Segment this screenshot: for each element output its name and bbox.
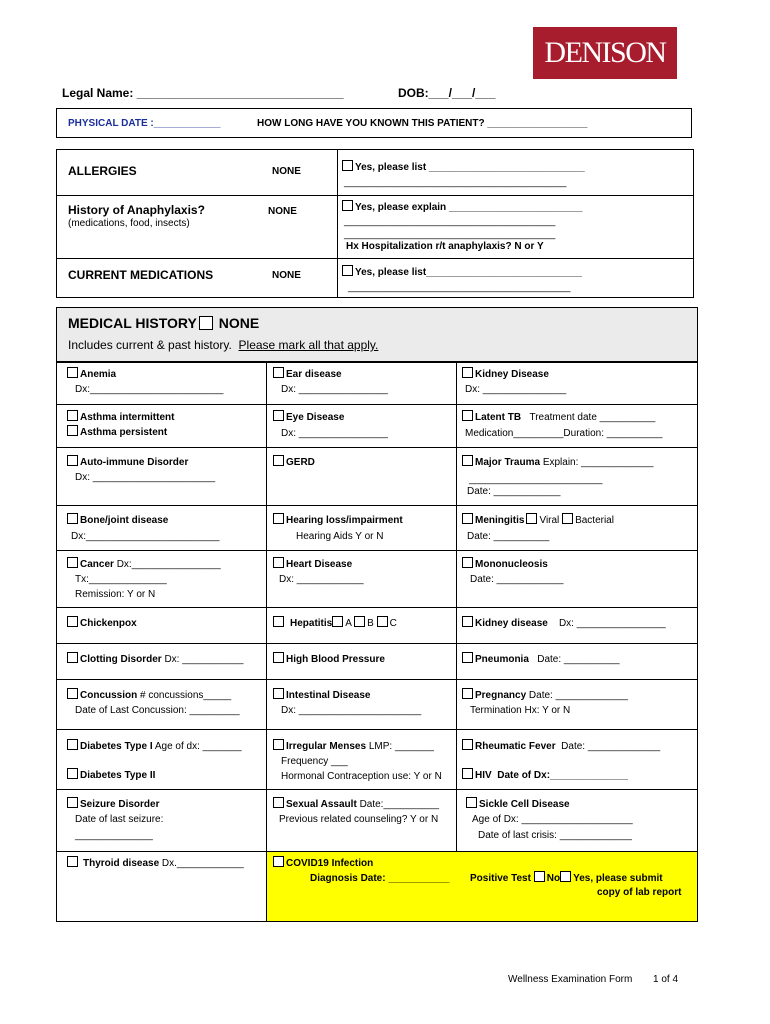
- chickenpox-checkbox[interactable]: Chickenpox: [67, 616, 137, 631]
- hearing-loss-checkbox[interactable]: Hearing loss/impairment: [273, 513, 403, 528]
- checkbox[interactable]: [67, 856, 78, 867]
- anaphylaxis-yes-option[interactable]: Yes, please explain ________________________: [342, 200, 582, 215]
- hiv-checkbox[interactable]: HIV Date of Dx:______________: [462, 768, 628, 783]
- allergies-yes-option[interactable]: Yes, please list ____________________________: [342, 160, 585, 175]
- checkbox[interactable]: [466, 797, 477, 808]
- checkbox[interactable]: [462, 455, 473, 466]
- diabetes-type1-checkbox[interactable]: Diabetes Type I Age of dx: _______: [67, 739, 242, 754]
- checkbox[interactable]: [67, 616, 78, 627]
- anaphylaxis-none-option[interactable]: NONE: [268, 206, 297, 217]
- checkbox[interactable]: [273, 797, 284, 808]
- thyroid-disease-checkbox[interactable]: Thyroid disease Dx.____________: [67, 856, 244, 871]
- checkbox[interactable]: [67, 739, 78, 750]
- covid-yes-checkbox[interactable]: [560, 871, 571, 882]
- pregnancy-checkbox[interactable]: Pregnancy Date: _____________: [462, 688, 628, 703]
- checkbox[interactable]: [273, 367, 284, 378]
- divider: [56, 505, 698, 506]
- tb-medication-field[interactable]: Medication_________Duration: __________: [465, 428, 663, 439]
- checkbox[interactable]: [67, 410, 78, 421]
- rheumatic-fever-checkbox[interactable]: Rheumatic Fever Date: _____________: [462, 739, 660, 754]
- divider: [56, 679, 698, 680]
- dob-field[interactable]: DOB:___/___/___: [398, 86, 496, 100]
- kidney-disease-2-checkbox[interactable]: Kidney disease Dx: ________________: [462, 616, 666, 631]
- seizure-disorder-checkbox[interactable]: Seizure Disorder: [67, 797, 159, 812]
- checkbox[interactable]: [273, 513, 284, 524]
- anaphylaxis-hospitalization[interactable]: Hx Hospitalization r/t anaphylaxis? N or Y: [346, 241, 544, 252]
- autoimmune-dx-field[interactable]: Dx: ______________________: [75, 472, 216, 483]
- sickle-cell-checkbox[interactable]: Sickle Cell Disease: [466, 797, 570, 812]
- denison-logo: DENISON: [533, 27, 677, 79]
- eye-dx-field[interactable]: Dx: ________________: [281, 428, 388, 439]
- anaphylaxis-subtext: (medications, food, insects): [68, 218, 190, 229]
- covid-no-checkbox[interactable]: [534, 871, 545, 882]
- checkbox[interactable]: [273, 455, 284, 466]
- checkbox[interactable]: [67, 455, 78, 466]
- checkbox[interactable]: [67, 768, 78, 779]
- allergies-list-line[interactable]: ________________________________________: [344, 177, 567, 188]
- legal-name-field[interactable]: Legal Name: _______________________________: [62, 86, 344, 100]
- latent-tb-checkbox[interactable]: Latent TB Treatment date __________: [462, 410, 655, 425]
- checkbox[interactable]: [273, 739, 284, 750]
- assault-counseling-field[interactable]: Previous related counseling? Y or N: [279, 814, 439, 825]
- divider: [56, 447, 698, 448]
- heart-disease-checkbox[interactable]: Heart Disease: [273, 557, 352, 572]
- checkbox[interactable]: [462, 616, 473, 627]
- checkbox[interactable]: [462, 557, 473, 568]
- checkbox[interactable]: [273, 616, 284, 627]
- anaphylaxis-label: History of Anaphylaxis?: [68, 203, 205, 217]
- divider: [56, 195, 694, 196]
- major-trauma-checkbox[interactable]: Major Trauma Explain: _____________: [462, 455, 653, 470]
- covid-lab-report-note: copy of lab report: [597, 887, 682, 898]
- divider: [56, 258, 694, 259]
- hepatitis-b-checkbox[interactable]: [354, 616, 365, 627]
- bacterial-checkbox[interactable]: [562, 513, 573, 524]
- anaphylaxis-line[interactable]: ______________________________________: [344, 216, 556, 227]
- divider: [56, 404, 698, 405]
- checkbox[interactable]: [342, 265, 353, 276]
- meningitis-checkbox[interactable]: Meningitis Viral Bacterial: [462, 513, 614, 528]
- heart-dx-field[interactable]: Dx: ____________: [279, 574, 364, 585]
- cancer-tx-field[interactable]: Tx:______________: [75, 574, 167, 585]
- mono-date-field[interactable]: Date: ____________: [470, 574, 564, 585]
- anemia-dx-field[interactable]: Dx:________________________: [75, 384, 224, 395]
- checkbox[interactable]: [462, 768, 473, 779]
- pneumonia-checkbox[interactable]: Pneumonia Date: __________: [462, 652, 620, 667]
- meningitis-date-field[interactable]: Date: __________: [467, 531, 550, 542]
- autoimmune-checkbox[interactable]: Auto-immune Disorder: [67, 455, 188, 470]
- bone-dx-field[interactable]: Dx:________________________: [71, 531, 220, 542]
- eye-disease-checkbox[interactable]: Eye Disease: [273, 410, 344, 425]
- kidney-disease-checkbox[interactable]: Kidney Disease: [462, 367, 549, 382]
- viral-checkbox[interactable]: [526, 513, 537, 524]
- checkbox[interactable]: [273, 688, 284, 699]
- kidney-dx-field[interactable]: Dx: _______________: [465, 384, 567, 395]
- contraception-field[interactable]: Hormonal Contraception use: Y or N: [281, 771, 442, 782]
- sickle-crisis-field[interactable]: Date of last crisis: _____________: [478, 830, 632, 841]
- diabetes-type2-checkbox[interactable]: Diabetes Type II: [67, 768, 155, 783]
- asthma-intermittent-checkbox[interactable]: Asthma intermittent: [67, 410, 174, 425]
- form-name: Wellness Examination Form: [508, 974, 633, 985]
- intestinal-dx-field[interactable]: Dx: ______________________: [281, 705, 422, 716]
- checkbox[interactable]: [462, 652, 473, 663]
- divider: [266, 362, 267, 922]
- trauma-explain-line[interactable]: ________________________: [469, 474, 603, 485]
- checkbox[interactable]: [273, 652, 284, 663]
- checkbox[interactable]: [273, 557, 284, 568]
- checkbox[interactable]: [67, 513, 78, 524]
- termination-field[interactable]: Termination Hx: Y or N: [470, 705, 571, 716]
- sexual-assault-checkbox[interactable]: Sexual Assault Date:__________: [273, 797, 439, 812]
- medical-history-title: MEDICAL HISTORY NONE: [68, 315, 260, 331]
- hepatitis-checkbox[interactable]: Hepatitis A B C: [273, 616, 397, 631]
- high-blood-pressure-checkbox[interactable]: High Blood Pressure: [273, 652, 385, 667]
- cancer-checkbox[interactable]: Cancer Dx:________________: [67, 557, 221, 572]
- covid19-checkbox[interactable]: COVID19 Infection: [273, 856, 373, 871]
- hepatitis-a-checkbox[interactable]: [332, 616, 343, 627]
- medications-label: CURRENT MEDICATIONS: [68, 268, 214, 282]
- concussion-date-field[interactable]: Date of Last Concussion: _________: [75, 705, 240, 716]
- checkbox[interactable]: [67, 688, 78, 699]
- trauma-date-field[interactable]: Date: ____________: [467, 486, 561, 497]
- hepatitis-c-checkbox[interactable]: [377, 616, 388, 627]
- divider: [337, 149, 338, 298]
- covid-diagnosis-date-field[interactable]: Diagnosis Date: ___________: [310, 873, 450, 884]
- seizure-date-label: Date of last seizure:: [75, 814, 164, 825]
- checkbox[interactable]: [67, 367, 78, 378]
- page-number: 1 of 4: [653, 974, 679, 985]
- checkbox[interactable]: [342, 160, 353, 171]
- medications-none-option[interactable]: NONE: [272, 270, 301, 281]
- intestinal-disease-checkbox[interactable]: Intestinal Disease: [273, 688, 370, 703]
- ear-disease-checkbox[interactable]: Ear disease: [273, 367, 342, 382]
- checkbox[interactable]: [67, 557, 78, 568]
- mononucleosis-checkbox[interactable]: Mononucleosis: [462, 557, 548, 572]
- anaphylaxis-line[interactable]: ______________________________________: [344, 229, 556, 240]
- clotting-disorder-checkbox[interactable]: Clotting Disorder Dx: ___________: [67, 652, 243, 667]
- physical-date-field[interactable]: PHYSICAL DATE :____________: [68, 118, 221, 129]
- seizure-date-field[interactable]: ______________: [75, 830, 153, 841]
- asthma-persistent-checkbox[interactable]: Asthma persistent: [67, 425, 167, 440]
- divider: [56, 729, 698, 730]
- checkbox[interactable]: [462, 513, 473, 524]
- irregular-menses-checkbox[interactable]: Irregular Menses LMP: _______: [273, 739, 434, 754]
- allergies-none-option[interactable]: NONE: [272, 166, 301, 177]
- checkbox[interactable]: [67, 652, 78, 663]
- checkbox[interactable]: [462, 367, 473, 378]
- checkbox[interactable]: [273, 410, 284, 421]
- checkbox[interactable]: [342, 200, 353, 211]
- gerd-checkbox[interactable]: GERD: [273, 455, 315, 470]
- medical-history-subtitle: Includes current & past history. Please mark all that apply.: [68, 338, 379, 352]
- medical-history-none-checkbox[interactable]: [199, 316, 213, 330]
- divider: [56, 643, 698, 644]
- how-long-known-field[interactable]: HOW LONG HAVE YOU KNOWN THIS PATIENT? __________________: [257, 118, 588, 129]
- remission-field[interactable]: Remission: Y or N: [75, 589, 156, 600]
- checkbox[interactable]: [273, 856, 284, 867]
- checkbox[interactable]: [462, 739, 473, 750]
- checkbox[interactable]: [67, 797, 78, 808]
- sickle-age-field[interactable]: Age of Dx: ____________________: [472, 814, 633, 825]
- allergies-label: ALLERGIES: [68, 164, 137, 178]
- checkbox[interactable]: [67, 425, 78, 436]
- bone-joint-checkbox[interactable]: Bone/joint disease: [67, 513, 168, 528]
- hearing-aids-field[interactable]: Hearing Aids Y or N: [296, 531, 384, 542]
- medications-line[interactable]: ________________________________________: [348, 282, 571, 293]
- medications-yes-option[interactable]: Yes, please list____________________________: [342, 265, 582, 280]
- divider: [56, 550, 698, 551]
- concussion-checkbox[interactable]: Concussion # concussions_____: [67, 688, 231, 703]
- menses-frequency-field[interactable]: Frequency ___: [281, 756, 348, 767]
- divider: [56, 789, 698, 790]
- checkbox[interactable]: [462, 410, 473, 421]
- checkbox[interactable]: [462, 688, 473, 699]
- ear-dx-field[interactable]: Dx: ________________: [281, 384, 388, 395]
- anemia-checkbox[interactable]: Anemia: [67, 367, 116, 382]
- divider: [56, 607, 698, 608]
- covid-positive-test: Positive Test No Yes, please submit: [470, 873, 663, 884]
